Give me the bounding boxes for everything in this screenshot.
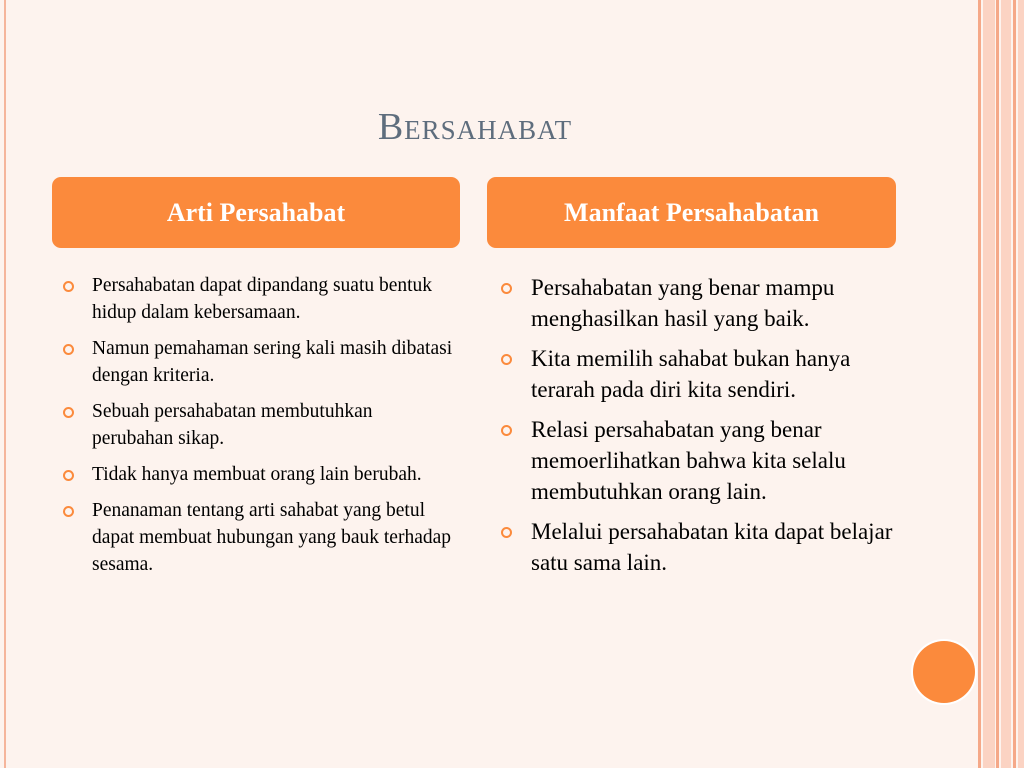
hollow-circle-icon <box>63 281 74 292</box>
list-item-text: Persahabatan yang benar mampu menghasilkan hasil yang baik. <box>531 275 835 331</box>
hollow-circle-icon <box>501 527 512 538</box>
right-header-box <box>487 177 896 248</box>
stripe-2 <box>983 0 995 768</box>
stripe-1 <box>978 0 981 768</box>
list-item <box>501 272 901 334</box>
list-item-text: Melalui persahabatan kita dapat belajar satu sama lain. <box>531 519 893 575</box>
list-item-text: Namun pemahaman sering kali masih dibatasi dengan kriteria. <box>92 338 453 386</box>
stripe-5 <box>1013 0 1016 768</box>
list-item <box>63 272 453 326</box>
list-item <box>501 343 901 405</box>
list-item-text: Sebuah persahabatan membutuhkan perubahan sikap. <box>92 401 373 449</box>
hollow-circle-icon <box>63 407 74 418</box>
list-item <box>63 497 453 578</box>
stripe-3 <box>996 0 999 768</box>
stripe-6 <box>1018 0 1024 768</box>
hollow-circle-icon <box>63 344 74 355</box>
left-bullet-list <box>63 272 453 587</box>
decorative-stripes <box>976 0 1024 768</box>
left-header-box <box>52 177 460 248</box>
left-header-label: Arti Persahabat <box>166 197 346 227</box>
list-item <box>63 335 453 389</box>
hollow-circle-icon <box>63 470 74 481</box>
list-item-text: Tidak hanya membuat orang lain berubah. <box>92 464 422 485</box>
list-item-text: Penanaman tentang arti sahabat yang betul dapat membuat hubungan yang bauk terhadap sesama. <box>92 500 452 575</box>
list-item-text: Persahabatan dapat dipandang suatu bentuk hidup dalam kebersamaan. <box>92 275 433 323</box>
hollow-circle-icon <box>501 283 512 294</box>
list-item <box>63 398 453 452</box>
list-item <box>501 414 901 507</box>
hollow-circle-icon <box>63 506 74 517</box>
list-item-text: Relasi persahabatan yang benar memoerlihatkan bahwa kita selalu membutuhkan orang lain. <box>531 417 846 504</box>
list-item <box>63 461 453 488</box>
hollow-circle-icon <box>501 354 512 365</box>
right-bullet-list <box>501 272 901 587</box>
hollow-circle-icon <box>501 425 512 436</box>
list-item <box>501 516 901 578</box>
list-item-text: Kita memilih sahabat bukan hanya terarah pada diri kita sendiri. <box>531 346 851 402</box>
stripe-4 <box>1001 0 1011 768</box>
orange-circle-icon <box>913 641 975 703</box>
right-header-label: Manfaat Persahabatan <box>564 197 819 227</box>
slide-title: Bersahabat <box>377 106 573 148</box>
